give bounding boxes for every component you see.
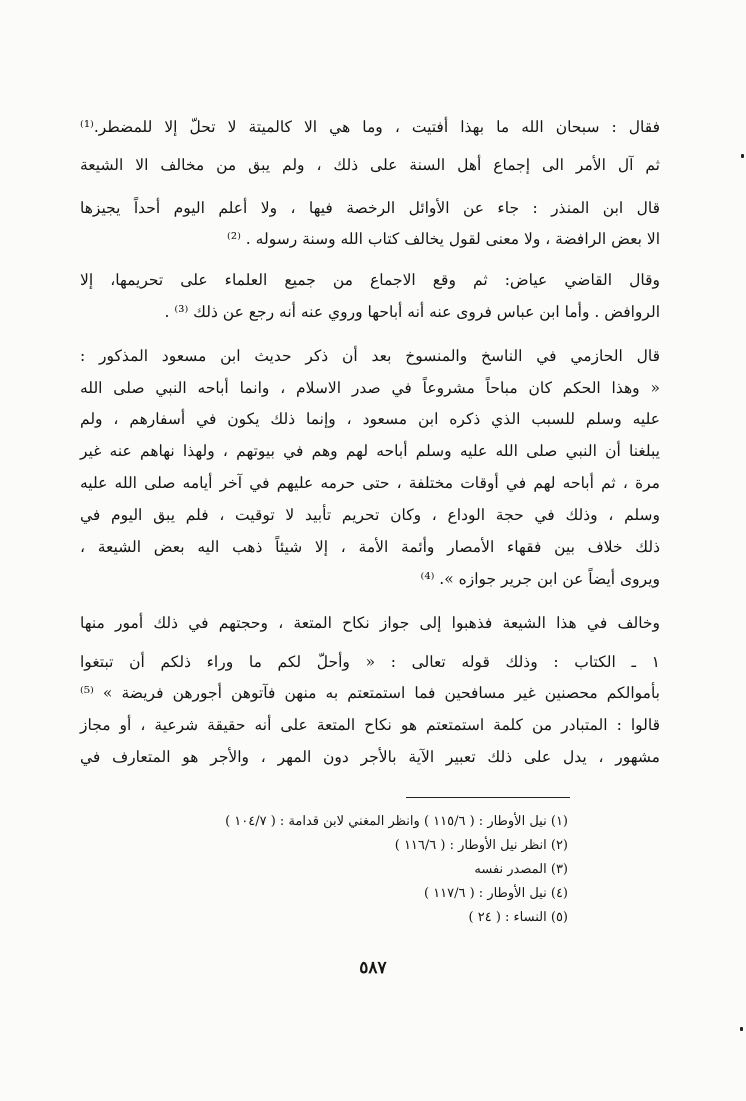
body-line-15: وخالف في هذا الشيعة فذهبوا إلى جواز نكاح المتعة ، وحجتهم في ذلك أمور منها: [80, 614, 660, 632]
scan-speck: [741, 154, 744, 158]
body-line-3: قال ابن المنذر : جاء عن الأوائل الرخصة فيها ، ولا أعلم اليوم أحداً يجيزها: [80, 199, 660, 217]
body-line-19: مشهور ، يدل على ذلك تعبير الآية بالأجر دون المهر ، والأجر هو المتعارف في: [80, 748, 660, 766]
footnote-1: (١) نيل الأوطار : ( ١١٥/٦ ) وانظر المغني لابن قدامة : ( ١٠٤/٧ ): [225, 814, 568, 829]
footnote-5: (٥) النساء : ( ٢٤ ): [468, 910, 568, 925]
body-line-5: وقال القاضي عياض: ثم وقع الاجماع من جميع العلماء على تحريمها، إلا: [80, 271, 660, 289]
footnote-3: (٣) المصدر نفسه: [474, 862, 568, 877]
body-line-9: عليه وسلم للسبب الذي ذكره ابن مسعود ، وإنما ذلك يكون في أسفارهم ، ولم: [80, 410, 660, 428]
body-line-8: « وهذا الحكم كان مباحاً مشروعاً في صدر الاسلام ، وانما أباحه النبي صلى الله: [80, 379, 660, 397]
body-line-11: مرة ، ثم أباحه لهم في أوقات مختلفة ، حتى حرمه عليهم في آخر أيامه صلى الله عليه: [80, 474, 660, 492]
body-line-2: ثم آل الأمر الى إجماع أهل السنة على ذلك ، ولم يبق من مخالف الا الشيعة: [80, 156, 660, 174]
footnote-2: (٢) انظر نيل الأوطار : ( ١١٦/٦ ): [394, 838, 568, 853]
body-line-14: ويروى أيضاً عن ابن جرير جوازه ». ⁽⁴⁾: [420, 570, 660, 588]
body-line-7: قال الحازمي في الناسخ والمنسوخ بعد أن ذكر حديث ابن مسعود المذكور :: [80, 347, 660, 365]
scan-speck: [740, 1027, 743, 1031]
body-line-1: فقال : سبحان الله ما بهذا أفتيت ، وما هي الا كالميتة لا تحلّ إلا للمضطر.⁽¹⁾: [80, 118, 660, 136]
body-line-6: الروافض . وأما ابن عباس فروى عنه أنه أباحها وروي عنه أنه رجع عن ذلك ⁽³⁾ .: [164, 303, 660, 321]
body-line-18: قالوا : المتبادر من كلمة استمتعتم هو نكاح المتعة على أنه حقيقة شرعية ، أو مجاز: [80, 716, 660, 734]
body-line-4: الا بعض الرافضة ، ولا معنى لقول يخالف كتاب الله وسنة رسوله . ⁽²⁾: [227, 230, 660, 248]
body-line-16: ١ ـ الكتاب : وذلك قوله تعالى : « وأحلّ لكم ما وراء ذلكم أن تبتغوا: [80, 653, 660, 671]
page-number: ٥٨٧: [359, 958, 387, 978]
footnote-4: (٤) نيل الأوطار : ( ١١٧/٦ ): [423, 886, 568, 901]
footnote-divider: [406, 797, 570, 798]
body-line-13: ذلك خلاف بين فقهاء الأمصار وأئمة الأمة ، إلا شيئاً ذهب اليه بعض الشيعة ،: [80, 538, 660, 556]
body-line-17: بأموالكم محصنين غير مسافحين فما استمتعتم به منهن فآتوهن أجورهن فريضة » ⁽⁵⁾: [80, 684, 660, 702]
body-line-10: يبلغنا أن النبي صلى الله عليه وسلم أباحه لهم وهم في بيوتهم ، ولهذا نهاهم عنه غير: [80, 442, 660, 460]
body-line-12: وسلم ، وذلك في حجة الوداع ، وكان تحريم تأبيد لا توقيت ، فلم يبق اليوم في: [80, 506, 660, 524]
